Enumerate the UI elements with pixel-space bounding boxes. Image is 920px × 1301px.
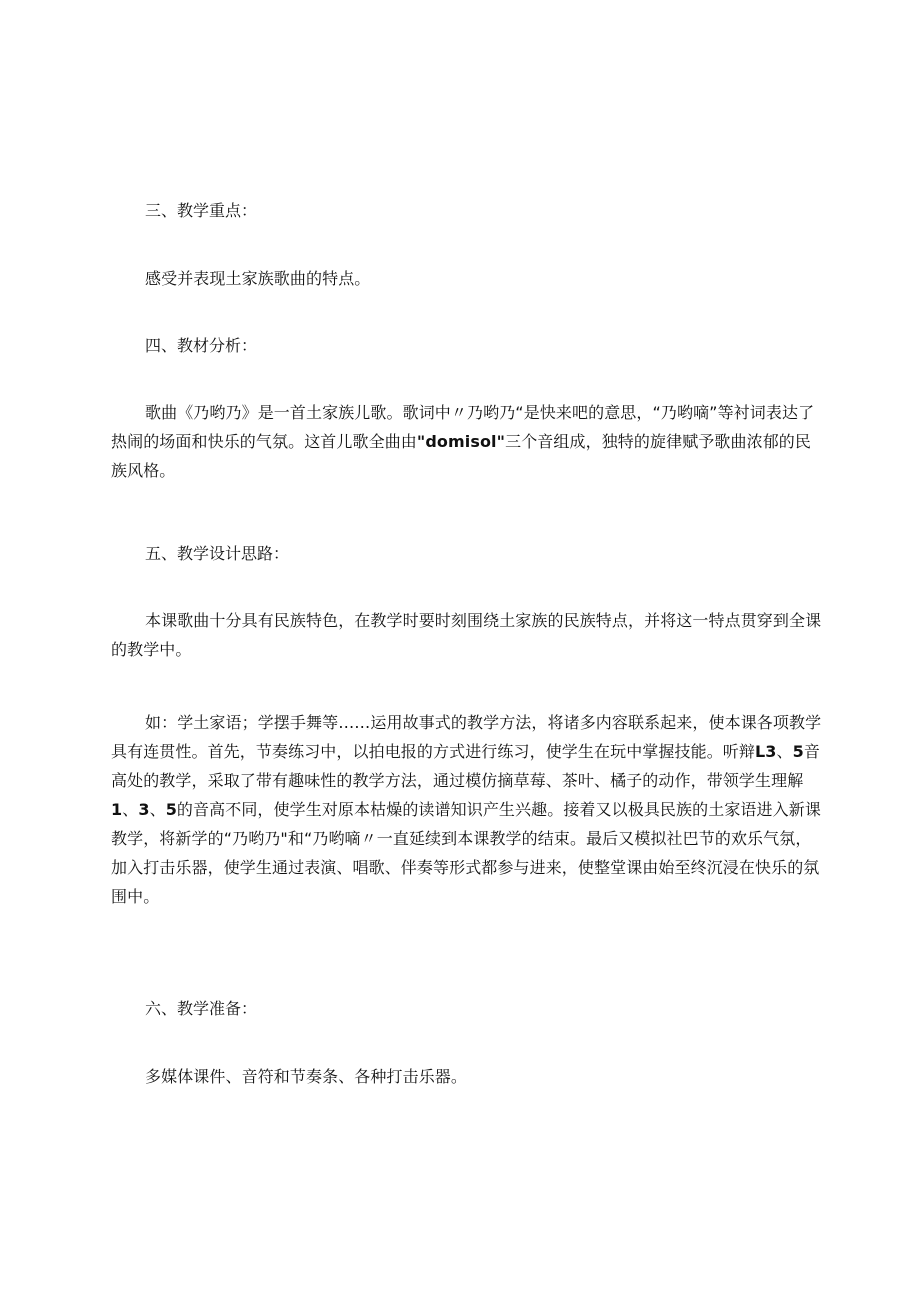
section-three-heading: 三、教学重点：: [145, 201, 258, 220]
section-five-heading: 五、教学设计思路：: [145, 544, 290, 563]
section-four-body: [111, 398, 823, 485]
section-five-body-2: [111, 708, 823, 911]
section-six-heading: 六、教学准备：: [145, 999, 258, 1018]
section-five-body-2-text-h: 的音高不同，使学生对原本枯燥的读谱知识产生兴趣。接着又以极具民族的土家语进入新课教学，将新学的“乃哟乃"和“乃哟嘀〃一直延续到本课教学的结束。最后又模拟社巴节的欢乐气氛，加入打击乐器，使学生通过表演、唱歌、伴奏等形式都参与进来，使整堂课由始至终沉浸在快乐的氛围中。: [111, 800, 821, 906]
section-four-heading: 四、教材分析：: [145, 336, 258, 355]
section-four-body-text-2: 三个音组成，独特的旋律赋予歌曲浓郁的民族风格。: [111, 432, 811, 480]
section-five-body-2-note-1: 1: [111, 800, 123, 819]
section-five-body-2-note-3: 3: [138, 800, 150, 819]
section-six-body: 多媒体课件、音符和节奏条、各种打击乐器。: [145, 1067, 468, 1086]
section-five-body-2-text-f: 、: [122, 800, 139, 819]
section-five-body-2-note-5: 5: [792, 742, 804, 761]
section-five-body-2-note-l3: L3: [755, 742, 777, 761]
section-five-body-2-text-g: 、: [149, 800, 166, 819]
section-five-body-2-text-d: 音高处的教学，采取了带有趣味性的教学方法，通过模仿摘草莓、茶叶、橘子的动作，带领学生理解: [111, 742, 820, 790]
section-five-body-2-text-a: 如：学土家语；学摆手舞等……运用故事式的教学方法，将诸多内容联系起来，使本课各项教学具有连贯性。首先，节奏练习中，以拍电报的方式进行练习，使学生在玩中掌握技能。听辩: [111, 713, 822, 761]
section-five-body-2-text-c: 、: [776, 742, 793, 761]
section-five-body-2-note-5b: 5: [165, 800, 177, 819]
section-four-body-notes: "domisol": [416, 432, 506, 451]
section-five-body-1: 本课歌曲十分具有民族特色，在教学时要时刻围绕土家族的民族特点，并将这一特点贯穿到全课的教学中。: [111, 611, 822, 659]
section-four-body-text-1: 歌曲《乃哟乃》是一首土家族儿歌。歌词中〃乃哟乃“是快来吧的意思，“乃哟嘀”等衬词表达了热闹的场面和快乐的气氛。这首儿歌全曲由: [111, 403, 815, 451]
section-three-body: 感受并表现土家族歌曲的特点。: [145, 269, 371, 288]
